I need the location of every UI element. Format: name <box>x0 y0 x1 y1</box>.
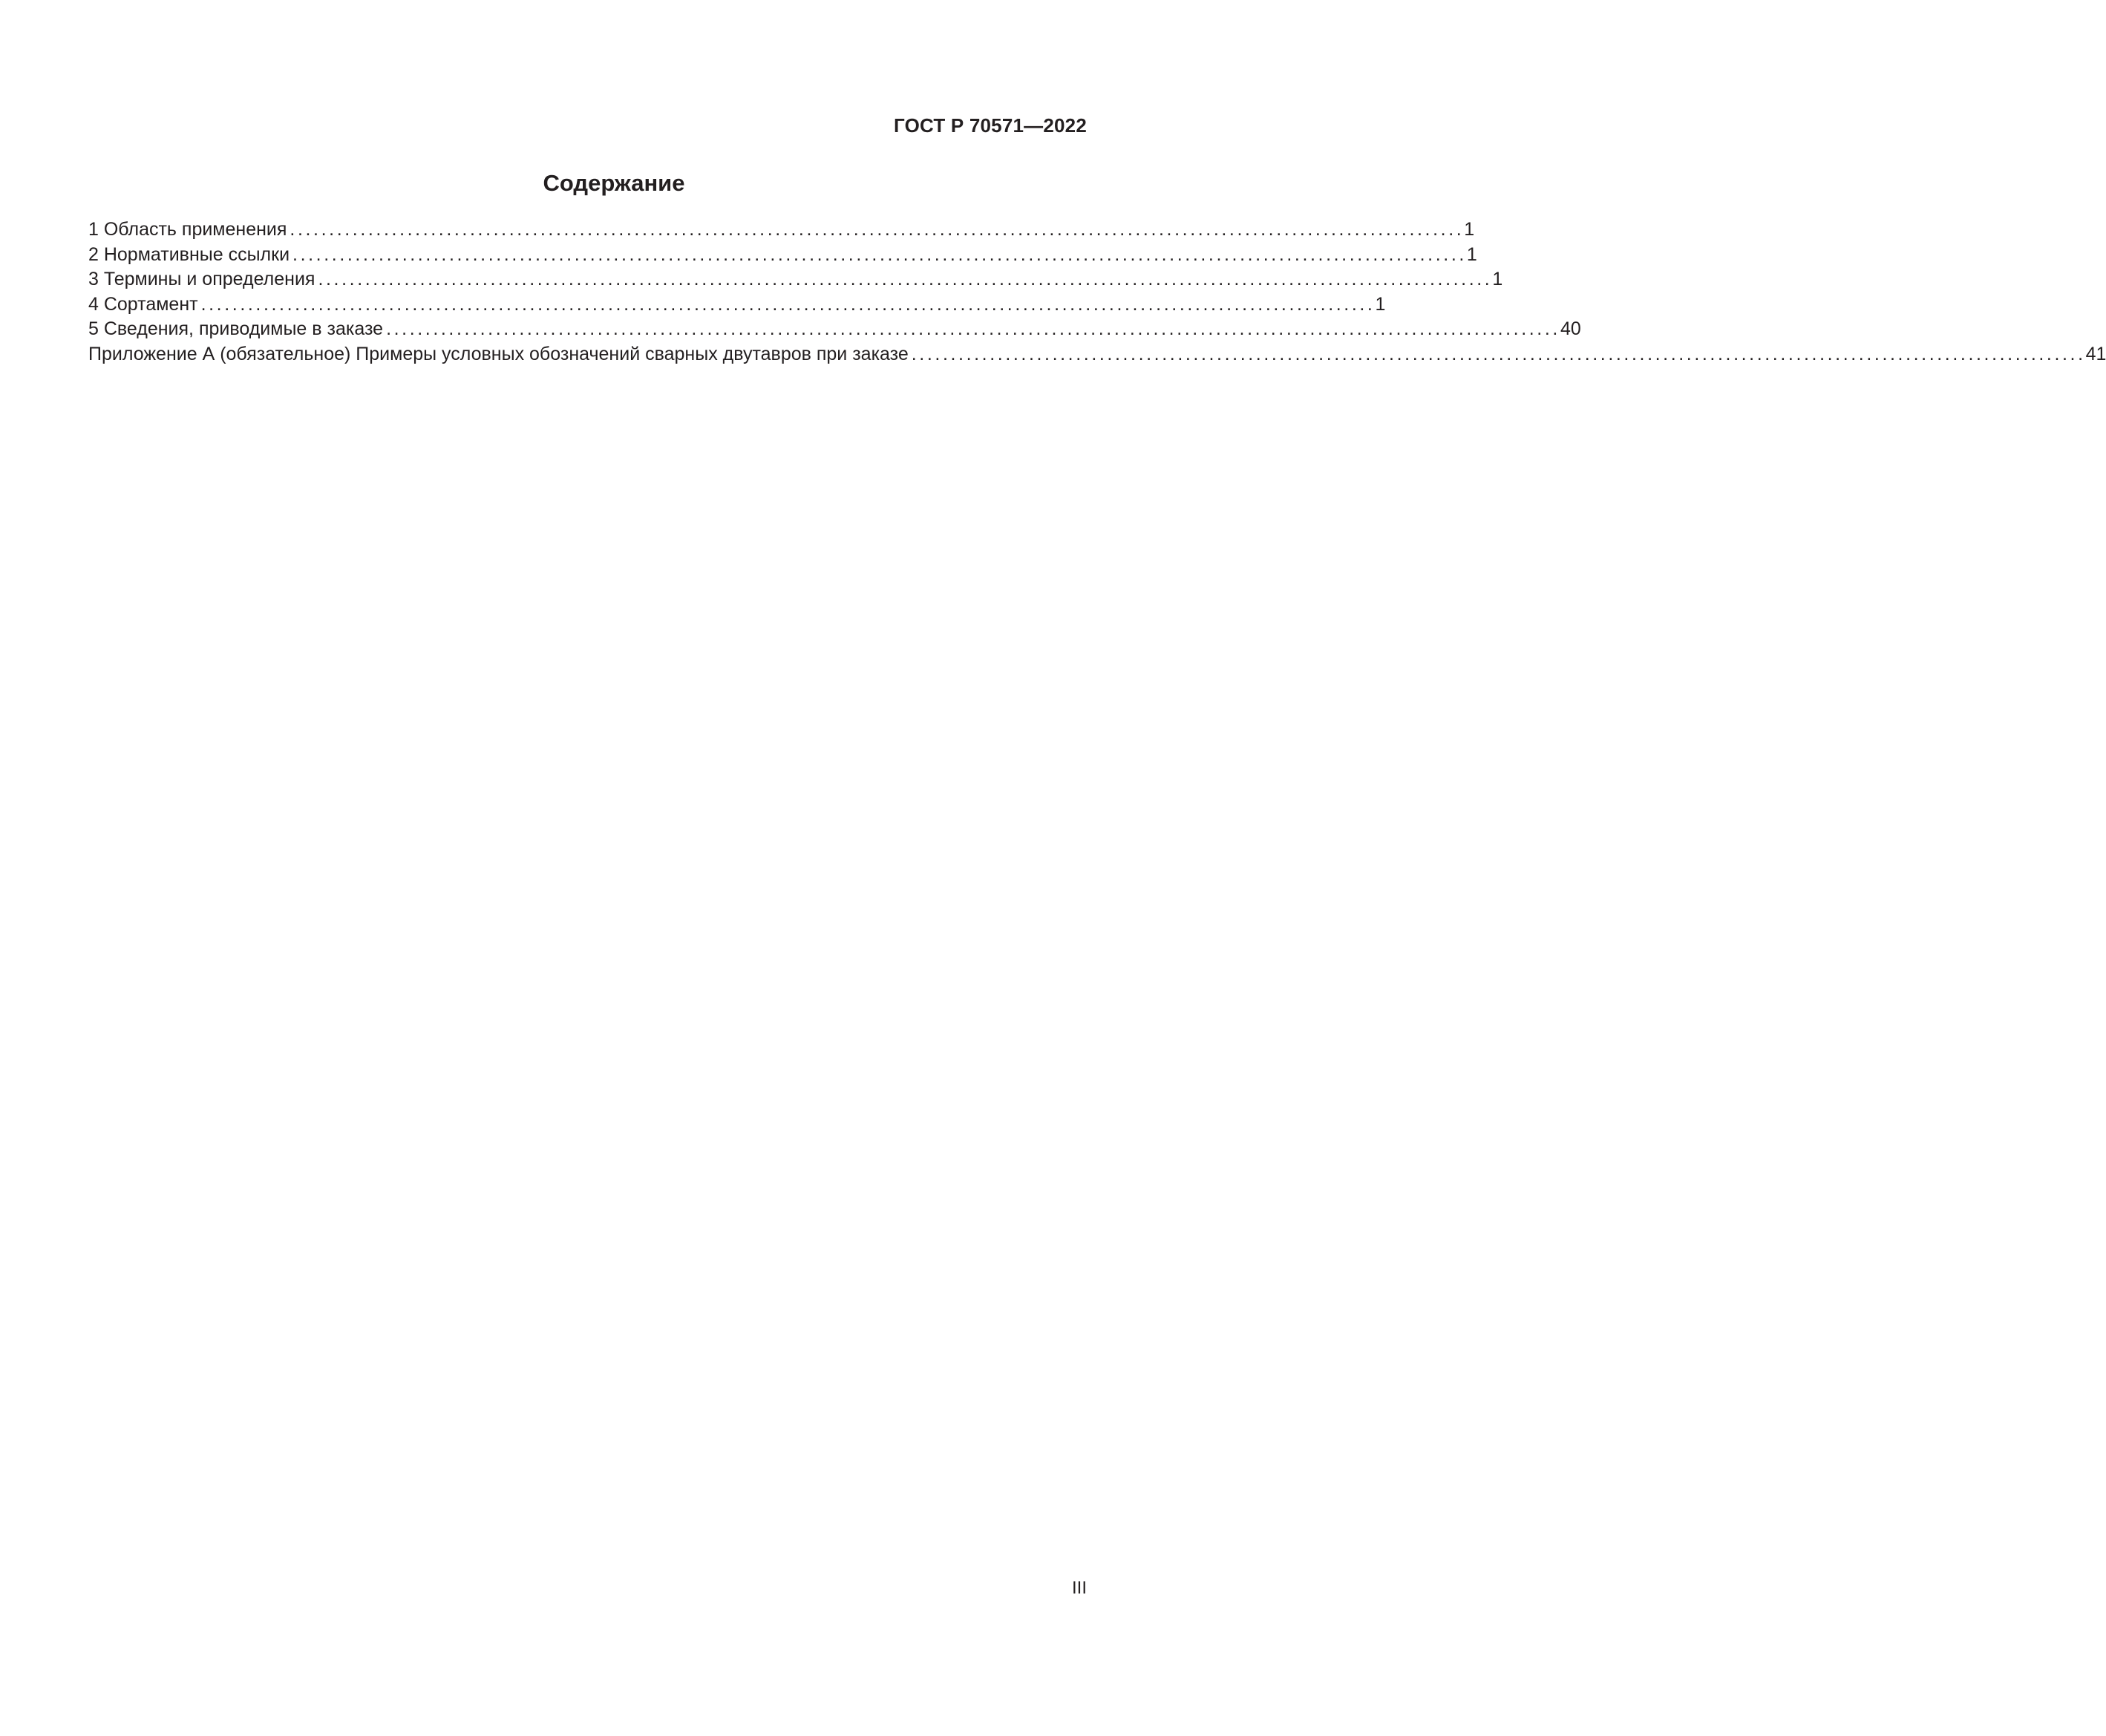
toc-entry-label: 3 Термины и определения <box>88 269 315 289</box>
dot-leader: ...................................................................................................................................................... <box>292 243 1467 265</box>
toc-entry-label: Приложение А (обязательное) Примеры условных обозначений сварных двутавров при заказе <box>88 343 909 364</box>
toc-entry-page: 1 <box>1464 219 1475 240</box>
toc-entry-page: 1 <box>1492 269 1503 289</box>
toc-entry-page: 40 <box>1560 318 1581 339</box>
dot-leader: ...................................................................................................................................................... <box>911 343 2086 364</box>
toc-entry-order-information[interactable] <box>88 317 1581 342</box>
page-number: III <box>1071 1578 1087 1598</box>
toc-entry-assortment[interactable] <box>88 292 1386 318</box>
document-code: ГОСТ Р 70571—2022 <box>894 114 1087 137</box>
toc-entry-label: 4 Сортамент <box>88 293 198 315</box>
toc-entry-normative-references[interactable] <box>88 243 1477 268</box>
toc-entry-label: 2 Нормативные ссылки <box>88 243 290 265</box>
toc-entry-label: 1 Область применения <box>88 219 287 240</box>
toc-entry-terms-definitions[interactable] <box>88 267 1503 292</box>
dot-leader: ...................................................................................................................................................... <box>200 293 1376 315</box>
toc-entry-page: 1 <box>1466 243 1477 265</box>
toc-entry-page: 1 <box>1375 293 1386 315</box>
dot-leader: ...................................................................................................................................................... <box>318 269 1493 289</box>
toc-entry-scope[interactable] <box>88 217 1475 243</box>
toc-entry-label: 5 Сведения, приводимые в заказе <box>88 318 384 339</box>
table-of-contents <box>88 217 2106 367</box>
dot-leader: ...................................................................................................................................................... <box>386 318 1560 339</box>
toc-entry-appendix-a[interactable] <box>88 342 2106 367</box>
toc-title: Содержание <box>543 170 685 196</box>
dot-leader: ...................................................................................................................................................... <box>290 219 1465 240</box>
toc-entry-page: 41 <box>2085 343 2106 364</box>
